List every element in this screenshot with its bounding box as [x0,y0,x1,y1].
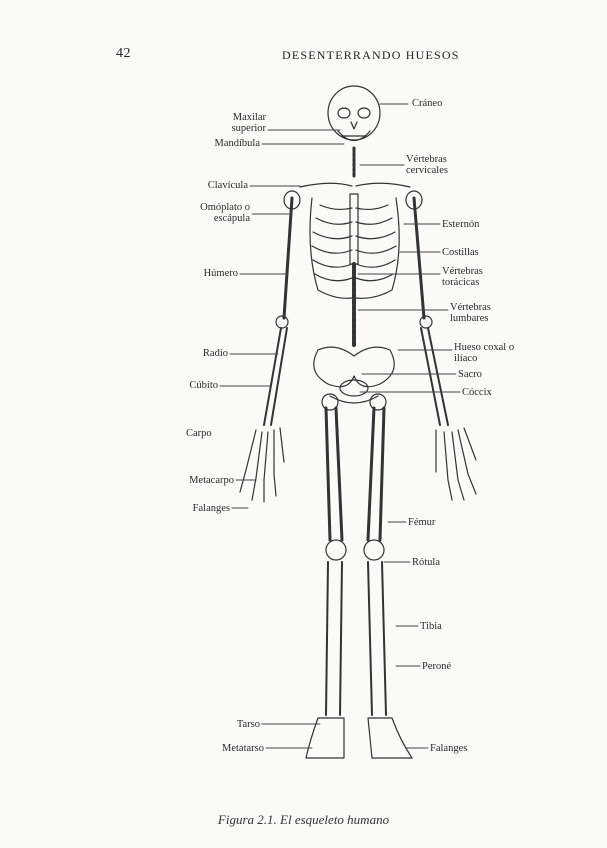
label-metacarpo: Metacarpo [189,475,234,486]
label-vertebras-lumbares: Vértebras lumbares [450,302,491,324]
label-falanges-pie: Falanges [430,743,468,754]
label-humero: Húmero [203,268,238,279]
label-tibia: Tibia [420,621,442,632]
label-perone: Peroné [422,661,452,672]
label-craneo: Cráneo [412,98,443,109]
label-vertebras-toracicas: Vértebras torácicas [442,266,483,288]
figure-caption: Figura 2.1. El esqueleto humano [217,812,390,827]
label-clavicula: Clavícula [207,180,248,191]
page-number: 42 [116,46,131,61]
label-metatarso: Metatarso [222,743,264,754]
label-hueso-coxal: Hueso coxal o ilíaco [454,342,515,364]
label-radio: Radio [202,348,228,359]
label-falanges-mano: Falanges [192,503,230,514]
running-head: DESENTERRANDO HUESOS [282,48,460,62]
label-tarso: Tarso [236,719,260,730]
label-coxis: Cóccix [462,387,492,398]
label-mandibula: Mandíbula [214,138,260,149]
label-femur: Fémur [408,517,436,528]
label-costillas: Costillas [442,247,479,258]
label-omoplato: Omóplato o escápula [200,202,250,224]
left-leg-illustration [306,394,346,758]
skull-illustration [328,86,380,141]
right-leg-illustration [364,394,412,758]
label-maxilar-superior: Maxilar superior [231,112,266,134]
label-carpo: Carpo [186,428,212,439]
label-cubito: Cúbito [189,380,218,391]
label-sacro: Sacro [458,369,482,380]
label-esternon: Esternón [442,219,480,230]
left-arm-illustration [240,191,300,502]
label-rotula: Rótula [412,557,440,568]
label-vertebras-cervicales: Vértebras cervicales [406,154,448,176]
